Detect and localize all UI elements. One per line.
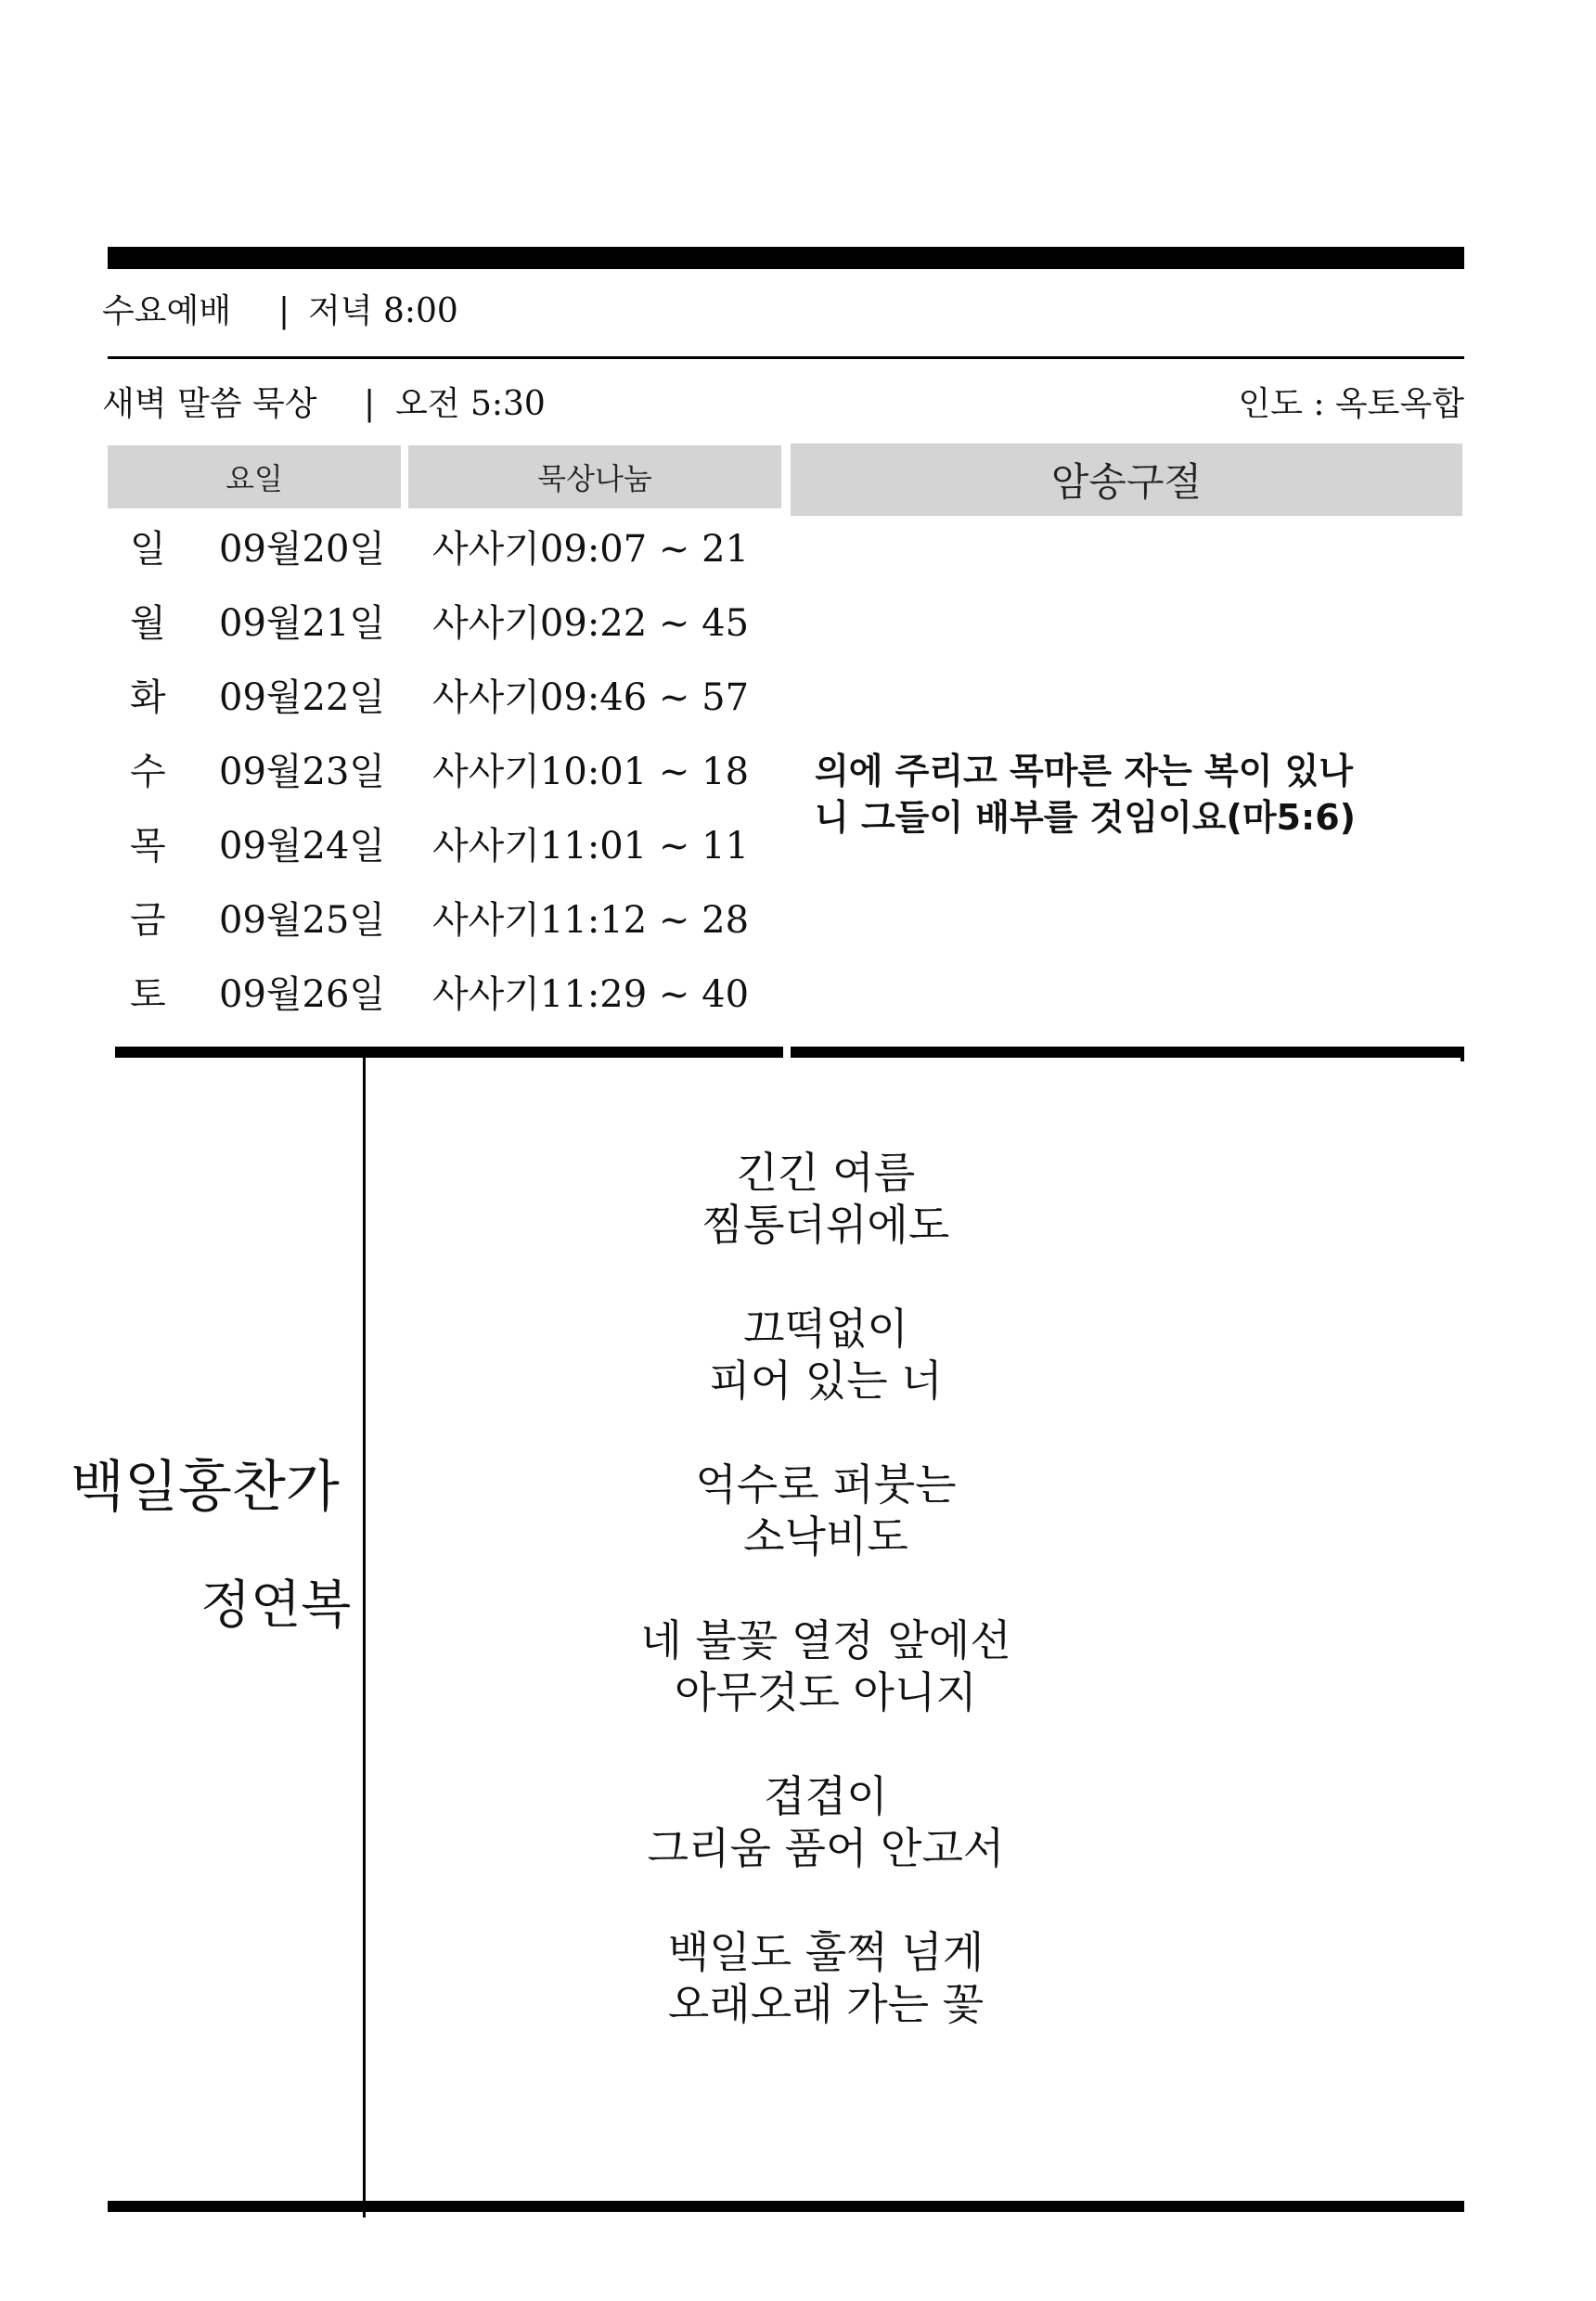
poem-line: 백일도 훌쩍 넘게 [667,1927,985,1977]
date-cell: 09월24일 [219,825,386,868]
day-cell: 수 [130,751,166,793]
passage-cell: 사사기11:12 ~ 28 [432,899,750,942]
poem-stanza [371,1770,1281,1874]
leader-label: 인도 : 옥토옥합 [1238,385,1464,423]
table-row [0,735,798,809]
poem-stanza [371,1147,1281,1251]
memory-verse-line2: 니 그들이 배부를 것임이요(마5:6) [815,797,1356,838]
table-row [0,958,798,1032]
day-cell: 목 [130,825,166,868]
header-meditation [408,445,781,508]
divider-line [108,356,1464,359]
poem-line: 그리움 품어 안고서 [647,1823,1005,1873]
poem-line: 피어 있는 너 [709,1356,943,1406]
header-meditation-label: 묵상나눔 [537,461,652,496]
table-row [0,661,798,735]
passage-cell: 사사기09:46 ~ 57 [432,676,750,719]
header-day [108,445,401,508]
table-bottom-rule-tick [1461,1047,1464,1061]
memory-verse [815,748,1356,841]
date-cell: 09월22일 [219,676,386,719]
poem-line: 겹겹이 [764,1771,888,1821]
poem-line: 찜통더위에도 [701,1200,950,1250]
poem-stanza [371,1614,1281,1718]
poem-line: 소낙비도 [743,1511,908,1562]
header-memory-verse [791,443,1462,516]
date-cell: 09월25일 [219,899,386,942]
poem-stanza [371,1303,1281,1407]
table-bottom-rule-right [791,1047,1464,1058]
top-rule [108,247,1464,269]
poem-vertical-divider [363,1058,366,2217]
dawn-meditation-title: 새벽 말씀 묵상 [102,385,317,423]
wednesday-separator: | [278,292,290,330]
wednesday-service-time: 저녁 8:00 [308,292,458,330]
poem-line: 긴긴 여름 [736,1148,916,1198]
table-row [0,883,798,958]
table-row [0,586,798,661]
date-cell: 09월20일 [219,528,386,571]
date-cell: 09월21일 [219,602,386,645]
bottom-rule [108,2201,1464,2212]
dawn-separator: | [364,385,376,423]
wednesday-service-title: 수요예배 [102,292,232,330]
poem-title: 백일홍찬가 [71,1455,340,1520]
passage-cell: 사사기10:01 ~ 18 [432,751,750,793]
day-cell: 금 [130,899,166,942]
poem-body [371,1147,1281,2082]
day-cell: 일 [130,528,166,571]
passage-cell: 사사기09:22 ~ 45 [432,602,750,645]
date-cell: 09월26일 [219,973,386,1016]
table-row [0,512,798,586]
table-row [0,809,798,883]
poem-line: 네 불꽃 열정 앞에선 [640,1615,1011,1665]
poem-stanza [371,1459,1281,1562]
day-cell: 화 [130,676,166,719]
passage-cell: 사사기09:07 ~ 21 [432,528,750,571]
poem-author: 정연복 [200,1575,352,1636]
header-memory-verse-label: 암송구절 [1050,459,1203,505]
poem-line: 끄떡없이 [743,1304,908,1354]
table-bottom-rule-left [115,1047,783,1058]
dawn-meditation-time: 오전 5:30 [395,385,546,423]
memory-verse-line1: 의에 주리고 목마른 자는 복이 있나 [815,751,1354,791]
passage-cell: 사사기11:29 ~ 40 [432,973,750,1016]
header-day-label: 요일 [225,461,283,496]
passage-cell: 사사기11:01 ~ 11 [432,825,750,868]
day-cell: 월 [130,602,166,645]
date-cell: 09월23일 [219,751,386,793]
poem-line: 아무것도 아니지 [675,1667,977,1717]
schedule-table [0,512,798,1037]
day-cell: 토 [130,973,166,1016]
poem-line: 오래오래 가는 꽃 [667,1979,985,2029]
poem-stanza [371,1926,1281,2030]
poem-line: 억수로 퍼붓는 [695,1459,957,1510]
